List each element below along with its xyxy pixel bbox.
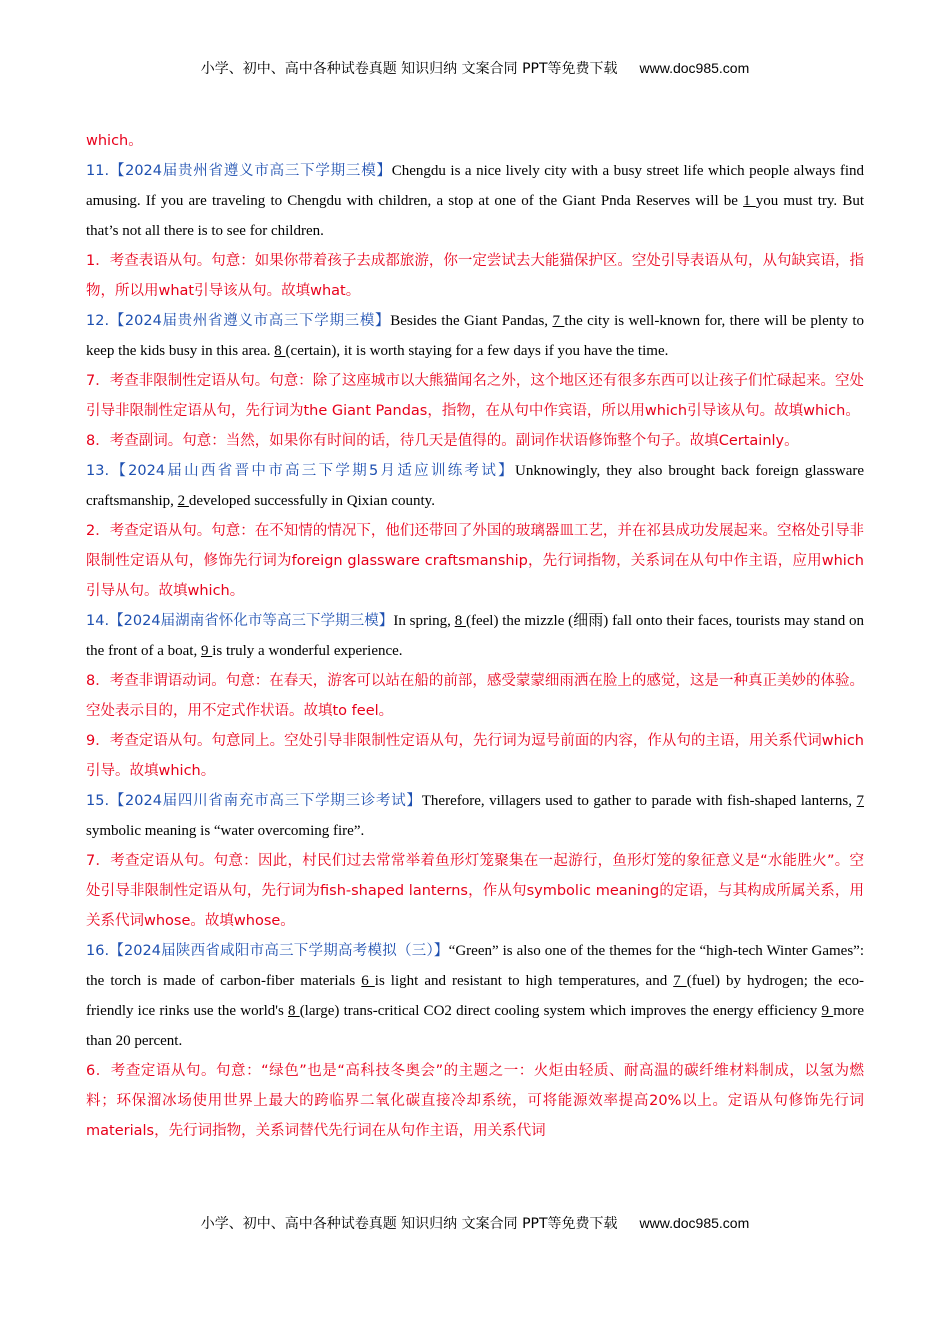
footer-site: www.doc985.com <box>639 1215 750 1231</box>
question-12-text-c: (certain), it is worth staying for a few days if you have the time. <box>285 343 669 359</box>
question-14-source: 14.【2024届湖南省怀化市等高三下学期三模】 <box>86 613 394 629</box>
document-body <box>86 126 864 1146</box>
answer-12-8: 8．考查副词。句意：当然，如果你有时间的话，待几天是值得的。副词作状语修饰整个句子。故填Certainly。 <box>86 433 799 449</box>
blank-8: 8 <box>274 343 286 359</box>
blank-9: 9 <box>821 1003 834 1019</box>
blank-7: 7 <box>552 313 565 329</box>
question-15-source: 15.【2024届四川省南充市高三下学期三诊考试】 <box>86 793 422 809</box>
question-15-text-b: symbolic meaning is “water overcoming fire”. <box>86 823 365 839</box>
blank-8: 8 <box>454 613 466 629</box>
blank-6: 6 <box>361 973 375 989</box>
question-16-text-e: more than 20 percent. <box>86 1003 865 1049</box>
footer-text: 小学、初中、高中各种试卷真题 知识归纳 文案合同 PPT等免费下载 <box>200 1216 618 1232</box>
page-footer <box>0 1213 950 1233</box>
blank-7: 7 <box>856 793 864 809</box>
blank-9: 9 <box>200 643 213 659</box>
question-12-text-b: the city is well-known for, there will be plenty to keep the kids busy in this area. <box>86 313 865 359</box>
answer-16: 6．考查定语从句。句意：“绿色”也是“高科技冬奥会”的主题之一：火炬由轻质、耐高温的碳纤维材料制成，以氢为燃料；环保溜冰场使用世界上最大的跨临界二氧化碳直接冷却系统，可将能源效率提高20%以上。定语从句修饰先行词materials，先行词指物，关系词替代先行词在从句作主语，用关系代词 <box>86 1063 864 1139</box>
answer-15: 7．考查定语从句。句意：因此，村民们过去常常举着鱼形灯笼聚集在一起游行，鱼形灯笼的象征意义是“水能胜火”。空处引导非限制性定语从句，先行词为fish-shaped lanterns，作从句symbolic meaning的定语，与其构成所属关系，用关系代词whose。故填whose。 <box>86 853 864 929</box>
question-16-text-a: “Green” is also one of the themes for the “high-tech Winter Games”: the torch is made of carbon-fiber materials <box>86 943 864 989</box>
blank-1: 1 <box>743 193 756 209</box>
question-11-text-a: Chengdu is a nice lively city with a busy street life which people always find amusing. If you are traveling to Chengdu with children, a stop at one of the Giant Pnda Reserves will be <box>86 163 864 209</box>
page-header <box>0 58 950 78</box>
answer-line-which: which。 <box>86 133 143 149</box>
question-13 <box>86 456 864 516</box>
answer-11: 1．考查表语从句。句意：如果你带着孩子去成都旅游，你一定尝试去大能猫保护区。空处引导表语从句，从句缺宾语，指物，所以用what引导该从句。故填what。 <box>86 253 864 299</box>
question-13-source: 13.【2024届山西省晋中市高三下学期5月适应训练考试】 <box>86 463 515 479</box>
question-16-text-c: (fuel) by hydrogen; the eco-friendly ice rinks use the world's <box>86 973 865 1019</box>
question-12 <box>86 306 864 366</box>
question-16-text-b: is light and resistant to high temperatures, and <box>374 973 674 989</box>
answer-13: 2．考查定语从句。句意：在不知情的情况下，他们还带回了外国的玻璃器皿工艺，并在祁县成功发展起来。空格处引导非限制性定语从句，修饰先行词为foreign glassware craftsmanship，先行词指物，关系词在从句中作主语，应用which引导从句。故填which。 <box>86 523 864 599</box>
question-16-text-d: (large) trans-critical CO2 direct cooling system which improves the energy efficiency <box>299 1003 822 1019</box>
answer-14-9: 9．考查定语从句。句意同上。空处引导非限制性定语从句，先行词为逗号前面的内容，作从句的主语，用关系代词which引导。故填which。 <box>86 733 864 779</box>
question-14-text-a: In spring, <box>393 613 455 629</box>
answer-12-7: 7．考查非限制性定语从句。句意：除了这座城市以大熊猫闻名之外，这个地区还有很多东西可以让孩子们忙碌起来。空处引导非限制性定语从句，先行词为the Giant Pandas，指物，在从句中作宾语，所以用which引导该从句。故填which。 <box>86 373 864 419</box>
blank-8: 8 <box>287 1003 300 1019</box>
question-11-source: 11.【2024届贵州省遵义市高三下学期三模】 <box>86 163 392 179</box>
question-12-source: 12.【2024届贵州省遵义市高三下学期三模】 <box>86 313 391 329</box>
question-16 <box>86 936 864 1056</box>
question-16-source: 16.【2024届陕西省咸阳市高三下学期高考模拟（三）】 <box>86 943 449 959</box>
answer-14-8: 8．考查非谓语动词。句意：在春天，游客可以站在船的前部，感受蒙蒙细雨洒在脸上的感觉，这是一种真正美妙的体验。空处表示目的，用不定式作状语。故填to feel。 <box>86 673 864 719</box>
question-14-text-b: (feel) the mizzle (细雨) fall onto their faces, tourists may stand on the front of a boat, <box>86 613 864 659</box>
question-15-text-a: Therefore, villagers used to gather to parade with fish-shaped lanterns, <box>421 793 857 809</box>
question-13-text-b: developed successfully in Qixian county. <box>188 493 435 509</box>
question-14 <box>86 606 864 666</box>
blank-2: 2 <box>177 493 189 509</box>
blank-7: 7 <box>673 973 687 989</box>
question-12-text-a: Besides the Giant Pandas, <box>390 313 553 329</box>
header-text: 小学、初中、高中各种试卷真题 知识归纳 文案合同 PPT等免费下载 <box>200 61 618 77</box>
question-14-text-c: is truly a wonderful experience. <box>212 643 403 659</box>
question-11 <box>86 156 864 246</box>
question-13-text-a: Unknowingly, they also brought back foreign glassware craftsmanship, <box>86 463 865 509</box>
header-site: www.doc985.com <box>639 60 750 76</box>
question-11-text-b: you must try. But that’s not all there is to see for children. <box>86 193 864 239</box>
question-15 <box>86 786 864 846</box>
